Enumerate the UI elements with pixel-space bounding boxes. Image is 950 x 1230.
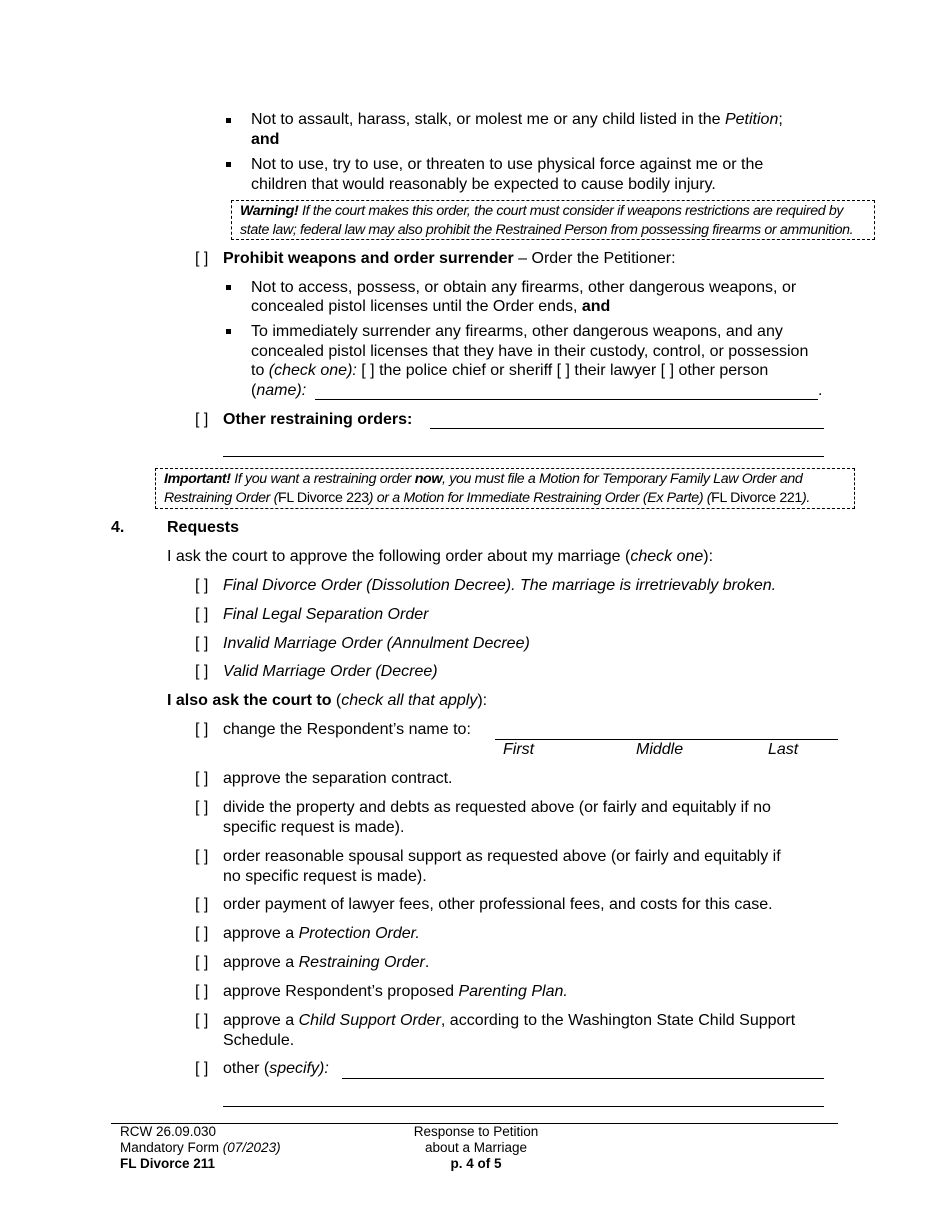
restraint-bullet-2-line2: children that would reasonably be expected to cause bodily injury. [251, 176, 716, 193]
warning-box: Warning! If the court makes this order, the court must consider if weapons restrictions are required by state law; federal law may also prohibit the Restrained Person from possessing firearms or ammunition. [231, 200, 875, 240]
warning-label: Warning! [240, 203, 299, 219]
weapons-bullet-2-line1: To immediately surrender any firearms, other dangerous weapons, and any [251, 323, 783, 340]
weapons-bullet-1-line2: concealed pistol licenses until the Order ends, and [251, 298, 611, 315]
footer-title-2: about a Marriage [424, 1140, 528, 1155]
requests-intro: I ask the court to approve the following order about my marriage (check one): [167, 548, 714, 565]
restraining-order-label: approve a Restraining Order. [223, 954, 430, 971]
order-checkbox-valid[interactable]: [ ] [195, 663, 209, 680]
separation-contract-label: approve the separation contract. [223, 770, 453, 787]
footer-title-1: Response to Petition [413, 1124, 539, 1139]
other-request-checkbox[interactable]: [ ] [195, 1060, 209, 1077]
weapons-surrender-options[interactable]: to (check one): [ ] the police chief or sheriff [ ] their lawyer [ ] other person [251, 362, 769, 379]
other-person-name-field[interactable] [315, 399, 818, 400]
footer-left [120, 1124, 281, 1172]
section-title: Requests [167, 519, 240, 536]
other-request-field-1[interactable] [342, 1078, 824, 1079]
spousal-support-checkbox[interactable]: [ ] [195, 848, 209, 865]
child-support-line2: Schedule. [223, 1032, 295, 1049]
section-number: 4. [111, 519, 125, 536]
divide-property-line1: divide the property and debts as requested above (or fairly and equitably if no [223, 799, 771, 816]
other-request-label: other (specify): [223, 1060, 329, 1077]
weapons-name-label: (name): [251, 382, 307, 399]
other-restraining-label: Other restraining orders: [223, 411, 413, 428]
parenting-plan-checkbox[interactable]: [ ] [195, 983, 209, 1000]
order-checkbox-separation[interactable]: [ ] [195, 606, 209, 623]
footer-form-id: FL Divorce 211 [120, 1156, 216, 1171]
name-first-label: First [503, 741, 535, 758]
order-option-invalid: Invalid Marriage Order (Annulment Decree) [223, 635, 530, 652]
name-middle-label: Middle [636, 741, 684, 758]
bullet-icon [226, 118, 231, 123]
spousal-support-line1: order reasonable spousal support as requested above (or fairly and equitably if [223, 848, 781, 865]
footer-page: p. 4 of 5 [450, 1156, 502, 1171]
name-period: . [818, 382, 823, 399]
order-option-divorce: Final Divorce Order (Dissolution Decree). The marriage is irretrievably broken. [223, 577, 777, 594]
name-change-field[interactable] [495, 739, 838, 740]
order-option-valid: Valid Marriage Order (Decree) [223, 663, 438, 680]
footer-rcw: RCW 26.09.030 [120, 1124, 217, 1139]
fees-checkbox[interactable]: [ ] [195, 896, 209, 913]
other-restraining-field-2[interactable] [223, 456, 824, 457]
protection-order-checkbox[interactable]: [ ] [195, 925, 209, 942]
fees-label: order payment of lawyer fees, other professional fees, and costs for this case. [223, 896, 773, 913]
weapons-checkbox[interactable]: [ ] [195, 250, 209, 267]
separation-contract-checkbox[interactable]: [ ] [195, 770, 209, 787]
name-last-label: Last [768, 741, 799, 758]
restraining-order-checkbox[interactable]: [ ] [195, 954, 209, 971]
restraint-bullet-1: Not to assault, harass, stalk, or molest me or any child listed in the Petition; [251, 111, 783, 128]
child-support-line1: approve a Child Support Order, according to the Washington State Child Support [223, 1012, 796, 1029]
restraint-bullet-1-and: and [251, 131, 280, 148]
footer-mandatory: Mandatory Form (07/2023) [120, 1140, 281, 1155]
important-label: Important! [164, 471, 231, 487]
weapons-bullet-2-line2: concealed pistol licenses that they have in their custody, control, or possession [251, 343, 809, 360]
bullet-icon [226, 329, 231, 334]
bullet-icon [226, 162, 231, 167]
child-support-checkbox[interactable]: [ ] [195, 1012, 209, 1029]
spousal-support-line2: no specific request is made). [223, 868, 427, 885]
restraint-bullet-2-line1: Not to use, try to use, or threaten to use physical force against me or the [251, 156, 764, 173]
important-box: Important! If you want a restraining order now, you must file a Motion for Temporary Family Law Order and Restraining Order (FL Divorce 223) or a Motion for Immediate Restraining Order (Ex Parte) (FL Divorce 221). [155, 468, 855, 509]
protection-order-label: approve a Protection Order. [223, 925, 420, 942]
divide-property-line2: specific request is made). [223, 819, 405, 836]
also-ask-heading: I also ask the court to (check all that apply): [167, 692, 488, 709]
other-restraining-field-1[interactable] [430, 428, 824, 429]
other-restraining-checkbox[interactable]: [ ] [195, 411, 209, 428]
footer-center [376, 1124, 576, 1172]
name-change-checkbox[interactable]: [ ] [195, 721, 209, 738]
name-change-label: change the Respondent’s name to: [223, 721, 471, 738]
parenting-plan-label: approve Respondent’s proposed Parenting Plan. [223, 983, 568, 1000]
bullet-icon [226, 285, 231, 290]
order-checkbox-divorce[interactable]: [ ] [195, 577, 209, 594]
weapons-heading: Prohibit weapons and order surrender – Order the Petitioner: [223, 250, 676, 267]
divide-property-checkbox[interactable]: [ ] [195, 799, 209, 816]
order-option-separation: Final Legal Separation Order [223, 606, 429, 623]
order-checkbox-invalid[interactable]: [ ] [195, 635, 209, 652]
other-request-field-2[interactable] [223, 1106, 824, 1107]
weapons-bullet-1-line1: Not to access, possess, or obtain any firearms, other dangerous weapons, or [251, 279, 797, 296]
